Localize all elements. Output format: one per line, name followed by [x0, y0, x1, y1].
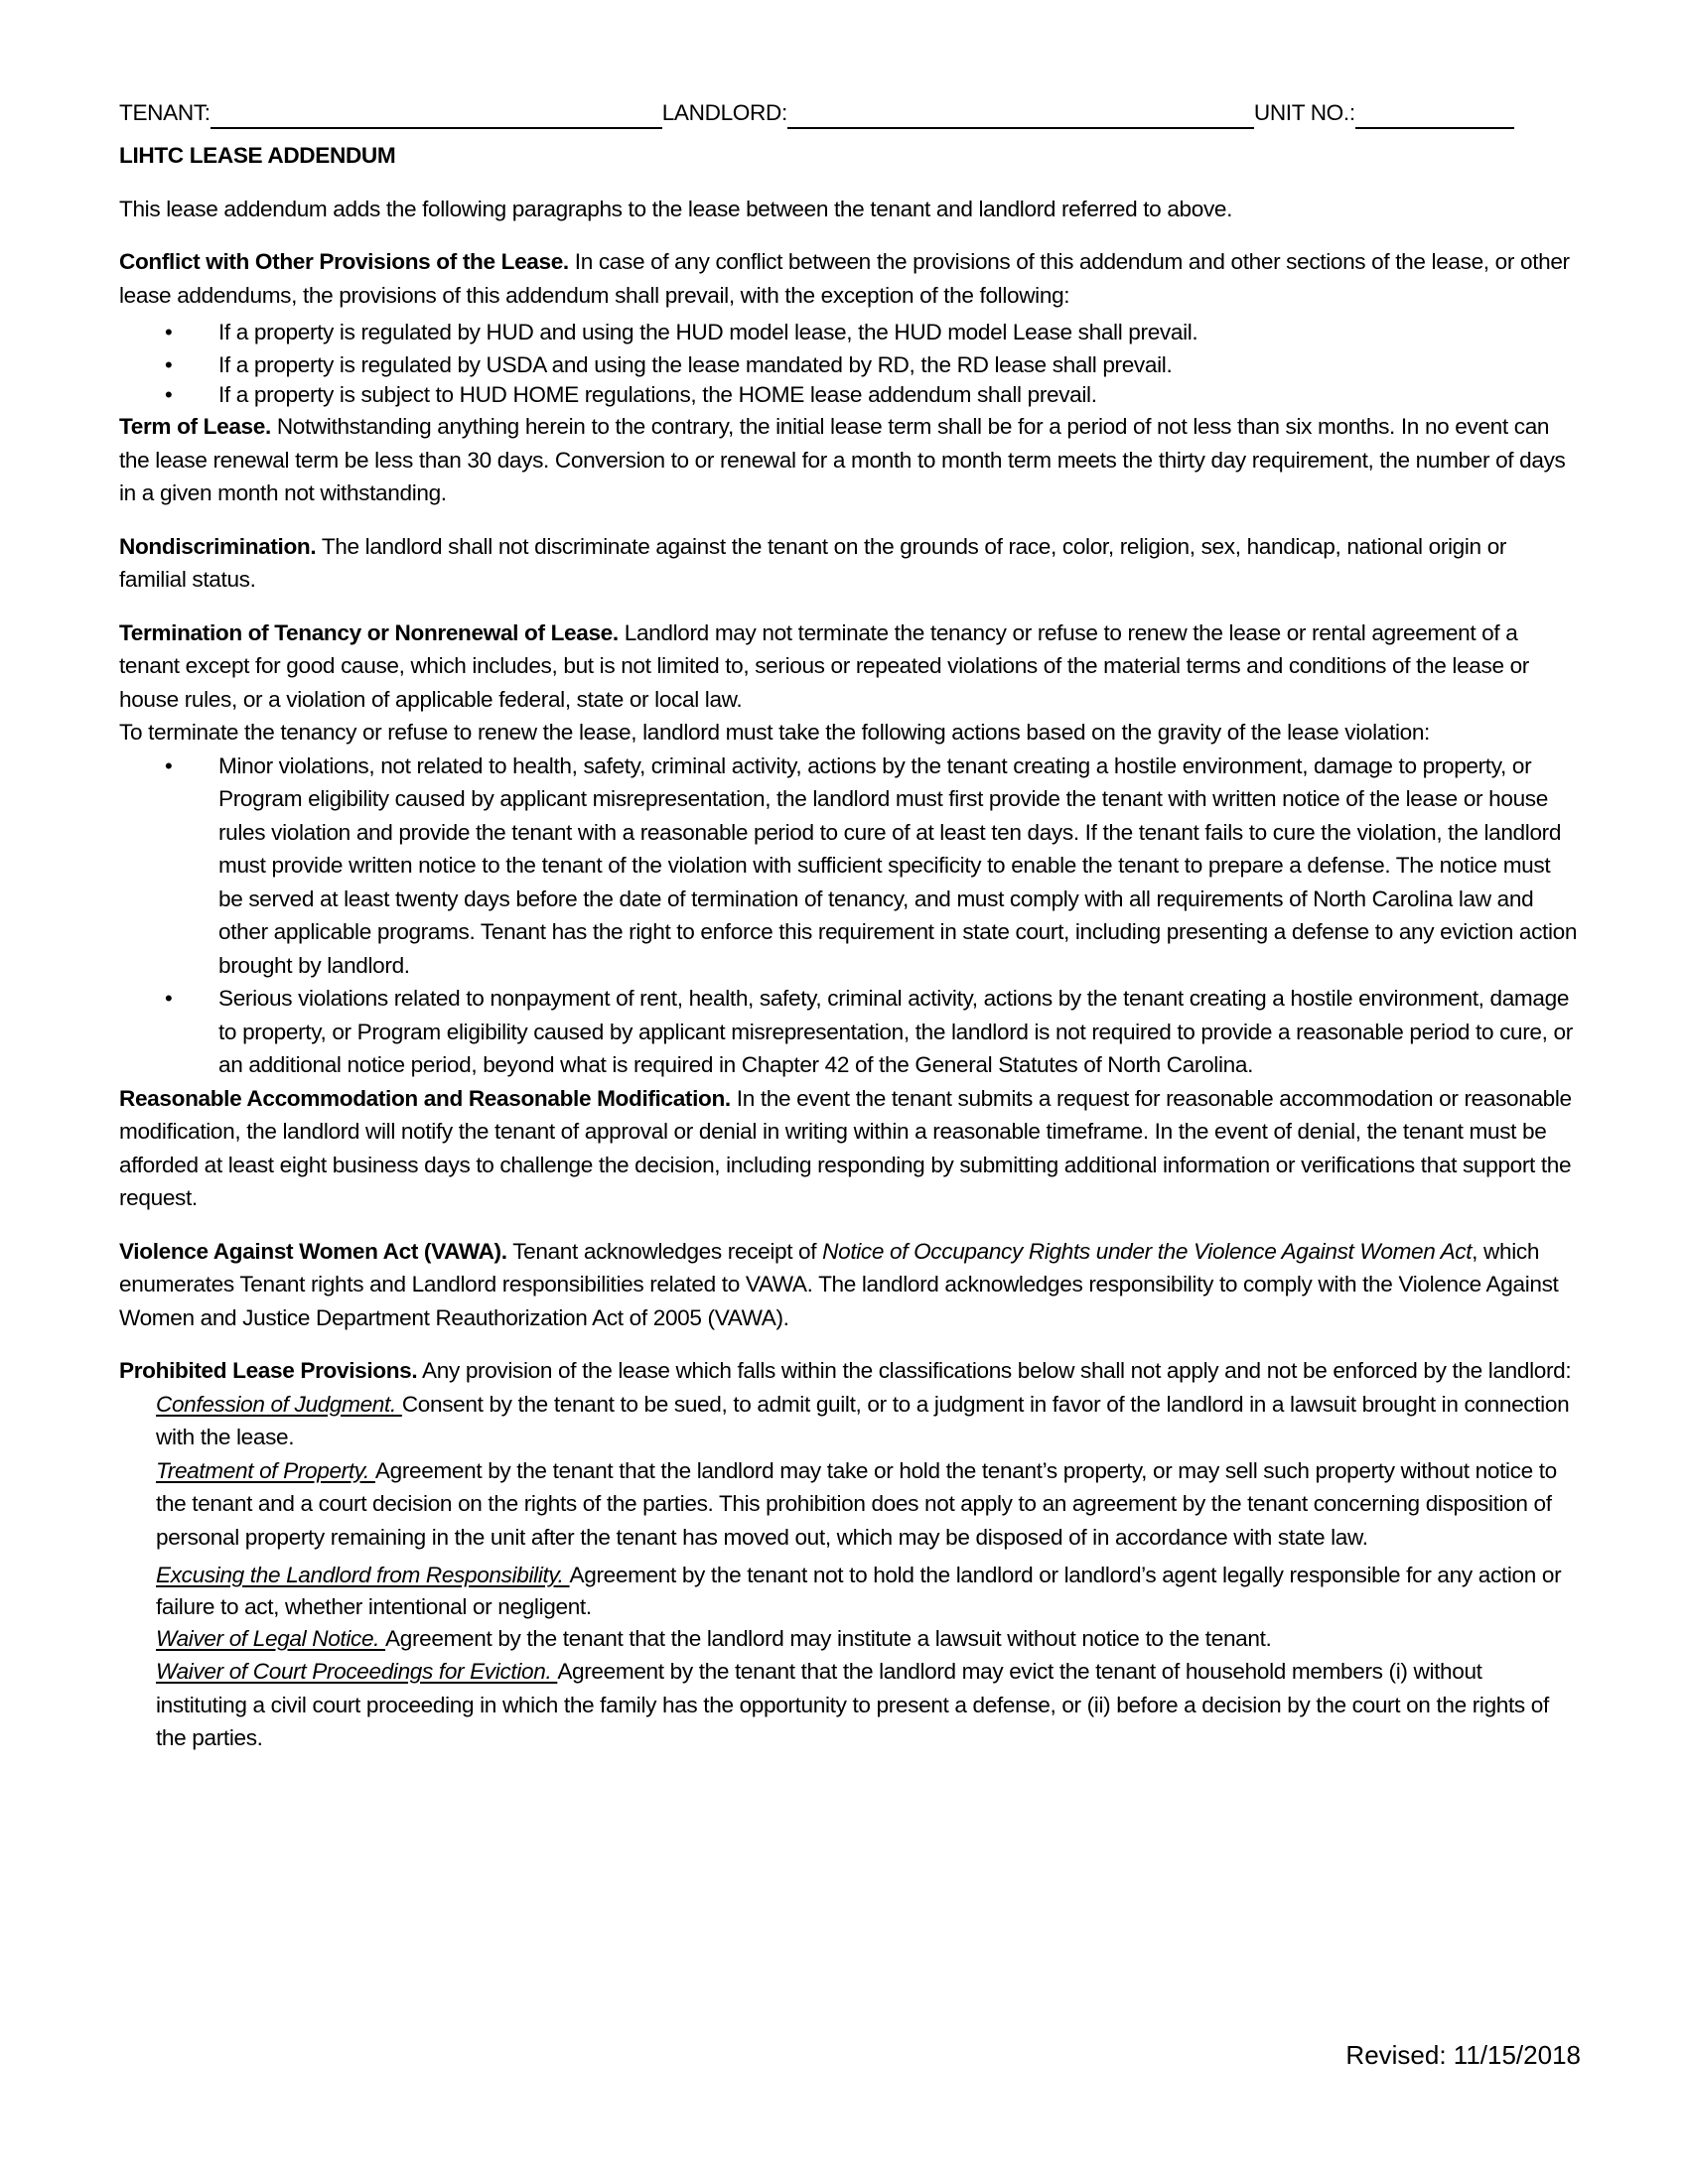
bullet-dot-icon: •	[165, 320, 173, 344]
conflict-body: In case of any conflict between the provisions of this addendum and other sections of the lease, or other lease addendums, the provisions of this addendum shall prevail, with the exception of the following:	[119, 249, 1570, 308]
nondiscrimination-section	[119, 530, 1579, 597]
list-item: • Minor violations, not related to health, safety, criminal activity, actions by the tenant creating a hostile environment, damage to property, or Program eligibility caused by applicant misrepresentation, the landlord must first provide the tenant with written notice of the lease or house rules violation and provide the tenant with a reasonable period to cure of at least ten days. If the tenant fails to cure the violation, the landlord must provide written notice to the tenant of the violation with sufficient specificity to enable the tenant to prepare a defense. The notice must be served at least twenty days before the date of termination of tenancy, and must comply with all requirements of North Carolina law and other applicable programs. Tenant has the right to enforce this requirement in state court, including presenting a defense to any eviction action brought by landlord.	[119, 750, 1579, 983]
nondiscrimination-body: The landlord shall not discriminate against the tenant on the grounds of race, color, religion, sex, handicap, national origin or familial status.	[119, 533, 1507, 592]
prohibited-heading: Prohibited Lease Provisions.	[119, 1358, 418, 1383]
vawa-section	[119, 1235, 1579, 1335]
accommodation-section	[119, 1082, 1579, 1215]
accommodation-body: In the event the tenant submits a request for reasonable accommodation or reasonable modification, the landlord will notify the tenant of approval or denial in writing within a reasonable timeframe. In the event of denial, the tenant must be afforded at least eight business days to challenge the decision, including responding by submitting additional information or verifications that support the request.	[119, 1085, 1572, 1210]
prohibited-item: Confession of Judgment. Consent by the tenant to be sued, to admit guilt, or to a judgment in favor of the landlord in a lawsuit brought in connection with the lease.	[156, 1391, 1570, 1449]
term-heading: Term of Lease.	[119, 414, 271, 439]
vawa-heading: Violence Against Women Act (VAWA).	[119, 1238, 507, 1264]
term-section	[119, 410, 1579, 510]
prohibited-item: Treatment of Property. Agreement by the tenant that the landlord may take or hold the tenant’s property, or may sell such property without notice to the tenant and a court decision on the rights of the parties. This prohibition does not apply to an agreement by the tenant concerning disposition of personal property remaining in the unit after the tenant has moved out, which may be disposed of in accordance with state law.	[156, 1457, 1557, 1550]
header-fields	[119, 95, 1579, 129]
prohibited-item-title: Treatment of Property.	[156, 1457, 375, 1483]
vawa-body-a: Tenant acknowledges receipt of	[506, 1238, 823, 1264]
bullet-dot-icon: •	[165, 382, 173, 407]
prohibited-item: Waiver of Legal Notice. Agreement by the tenant that the landlord may institute a lawsuit without notice to the tenant.	[156, 1626, 1272, 1651]
prohibited-provisions-list	[119, 1388, 1579, 1755]
vawa-notice-title: Notice of Occupancy Rights under the Violence Against Women Act	[822, 1238, 1473, 1264]
bullet-dot-icon: •	[165, 752, 173, 778]
conflict-heading: Conflict with Other Provisions of the Lease.	[119, 249, 569, 274]
intro-paragraph: This lease addendum adds the following paragraphs to the lease between the tenant and landlord referred to above.	[119, 196, 1233, 221]
unit-field[interactable]	[1355, 101, 1514, 129]
term-body: Notwithstanding anything herein to the contrary, the initial lease term shall be for a period of not less than six months. In no event can the lease renewal term be less than 30 days. Conversion to or renewal for a month to month term meets the thirty day requirement, the number of days in a given month not withstanding.	[119, 414, 1566, 505]
prohibited-item-title: Waiver of Legal Notice.	[156, 1626, 386, 1651]
document-title: LIHTC LEASE ADDENDUM	[119, 143, 396, 168]
termination-actions-list	[119, 750, 1579, 1082]
lease-addendum-page	[119, 95, 1579, 1755]
unit-label: UNIT NO.:	[1253, 99, 1355, 125]
conflict-exceptions-list	[119, 318, 1579, 410]
conflict-section	[119, 245, 1579, 312]
prohibited-body: Any provision of the lease which falls within the classifications below shall not apply and not be enforced by the landlord:	[417, 1358, 1572, 1383]
list-item: • Serious violations related to nonpayment of rent, health, safety, criminal activity, actions by the tenant creating a hostile environment, damage to property, or Program eligibility caused by applicant misrepresentation, the landlord is not required to provide a reasonable period to cure, or an additional notice period, beyond what is required in Chapter 42 of the General Statutes of North Carolina.	[119, 982, 1579, 1082]
tenant-field[interactable]	[211, 101, 662, 129]
bullet-dot-icon: •	[165, 352, 173, 377]
tenant-label: TENANT:	[119, 99, 211, 125]
list-item: • If a property is regulated by USDA and using the lease mandated by RD, the RD lease shall prevail.	[119, 350, 1579, 380]
prohibited-item: Waiver of Court Proceedings for Eviction. Agreement by the tenant that the landlord may evict the tenant of household members (i) without instituting a civil court proceeding in which the family has the opportunity to present a defense, or (ii) before a decision by the court on the rights of the parties.	[156, 1659, 1549, 1750]
termination-section	[119, 616, 1579, 717]
list-item: • If a property is regulated by HUD and using the HUD model lease, the HUD model Lease shall prevail.	[119, 318, 1579, 347]
prohibited-item-title: Waiver of Court Proceedings for Eviction.	[156, 1659, 558, 1684]
termination-heading: Termination of Tenancy or Nonrenewal of Lease.	[119, 619, 619, 645]
prohibited-section	[119, 1354, 1579, 1388]
landlord-label: LANDLORD:	[661, 99, 787, 125]
prohibited-item: Excusing the Landlord from Responsibility. Agreement by the tenant not to hold the landlord or landlord’s agent legally responsible for any action or failure to act, whether intentional or negligent.	[156, 1563, 1562, 1619]
vawa-body-b: , which enumerates Tenant rights and Landlord responsibilities related to VAWA. The landlord acknowledges responsibility to comply with the Violence Against Women and Justice Department Reauthorization Act of 2005 (VAWA).	[119, 1238, 1559, 1330]
list-item: • If a property is subject to HUD HOME regulations, the HOME lease addendum shall prevail.	[119, 380, 1579, 410]
prohibited-item-title: Confession of Judgment.	[156, 1391, 402, 1417]
accommodation-heading: Reasonable Accommodation and Reasonable Modification.	[119, 1085, 731, 1111]
revised-date: Revised: 11/15/2018	[1345, 2040, 1581, 2070]
prohibited-item-title: Excusing the Landlord from Responsibility.	[156, 1563, 570, 1587]
landlord-field[interactable]	[787, 101, 1254, 129]
bullet-dot-icon: •	[165, 986, 173, 1011]
termination-actions-intro: To terminate the tenancy or refuse to renew the lease, landlord must take the following actions based on the gravity of the lease violation:	[119, 720, 1430, 745]
nondiscrimination-heading: Nondiscrimination.	[119, 533, 317, 559]
termination-body: Landlord may not terminate the tenancy or refuse to renew the lease or rental agreement of a tenant except for good cause, which includes, but is not limited to, serious or repeated violations of the material terms and conditions of the lease or house rules, or a violation of applicable federal, state or local law.	[119, 619, 1529, 712]
